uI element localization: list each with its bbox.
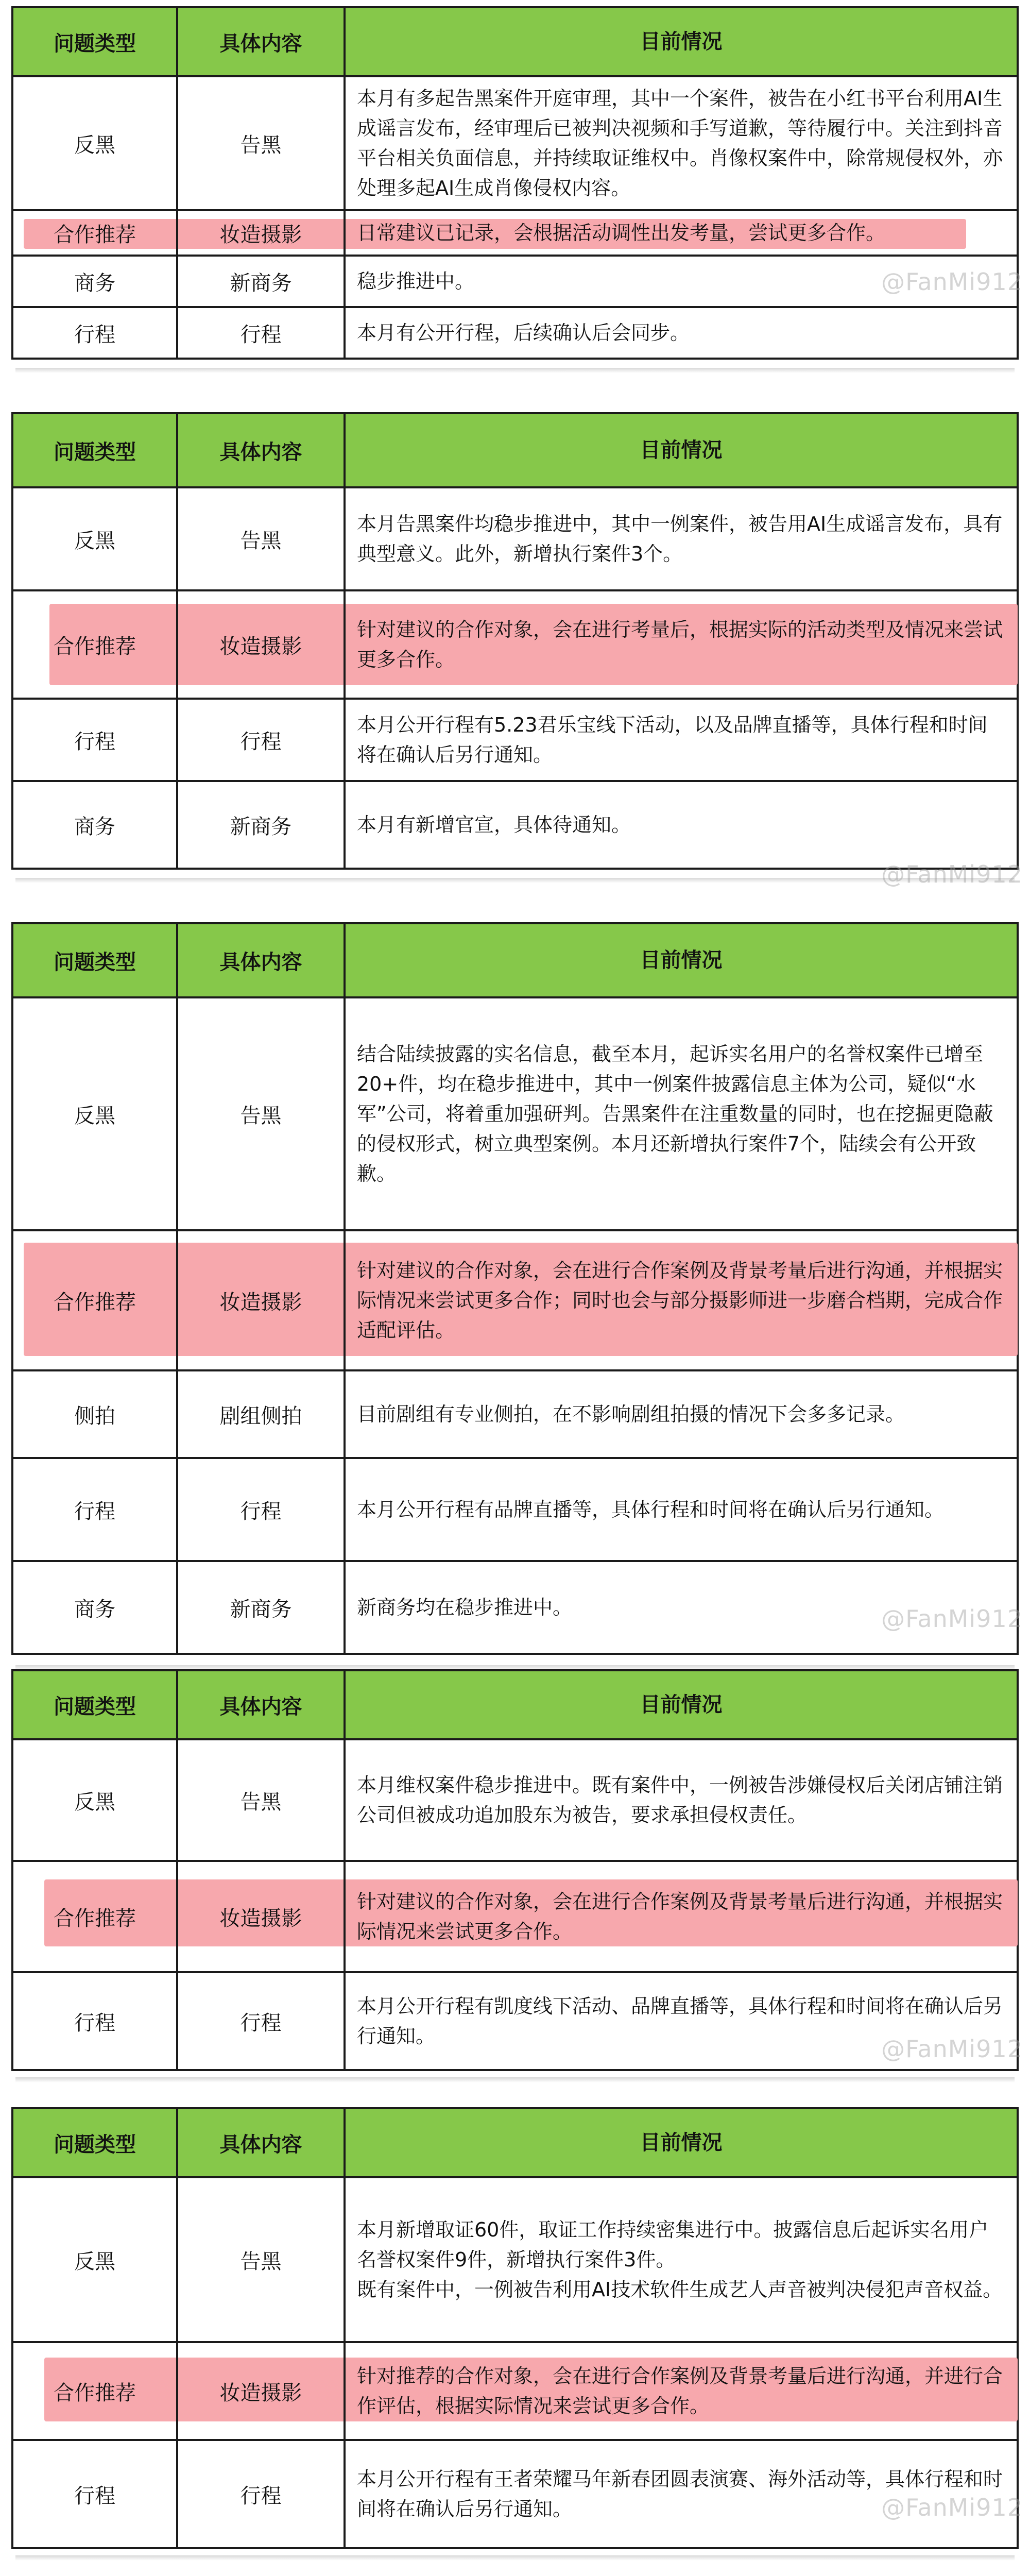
issue-type-cell: 行程 [13, 1973, 178, 2069]
status-table [11, 6, 1019, 360]
issue-type-cell: 合作推荐 [13, 1231, 178, 1369]
header-content: 具体内容 [178, 924, 346, 996]
status-text: 本月有多起告黑案件开庭审理，其中一个案件，被告在小红书平台利用AI生成谣言发布，经审理后已被判决视频和手写道歉，等待履行中。关注到抖音平台相关负面信息，并持续取证维权中。肖像权案件中，除常规侵权外，亦处理多起AI生成肖像侵权内容。 [357, 87, 1003, 199]
status-cell [346, 2343, 1017, 2439]
table-shadow [15, 368, 1015, 373]
content-cell: 新商务 [178, 1562, 346, 1653]
issue-type-cell: 行程 [13, 700, 178, 780]
content-cell: 剧组侧拍 [178, 1371, 346, 1457]
content-cell: 妆造摄影 [178, 2343, 346, 2439]
content-cell: 告黑 [178, 998, 346, 1229]
issue-type-cell: 侧拍 [13, 1371, 178, 1457]
header-content: 具体内容 [178, 1671, 346, 1738]
table-row [13, 2176, 1017, 2341]
status-text: 稳步推进中。 [357, 270, 475, 293]
header-issue-type: 问题类型 [13, 8, 178, 75]
table-row [13, 1457, 1017, 1560]
table-row [13, 1738, 1017, 1860]
table-header-row [13, 1671, 1017, 1738]
status-text: 本月告黑案件均稳步推进中，其中一例案件，被告用AI生成谣言发布，具有典型意义。此外，新增执行案件3个。 [357, 513, 1003, 565]
issue-type-cell: 反黑 [13, 488, 178, 589]
status-cell [346, 308, 1017, 358]
issue-type-cell: 行程 [13, 1459, 178, 1560]
table-shadow [15, 878, 1015, 883]
status-text: 本月有公开行程，后续确认后会同步。 [357, 321, 690, 344]
table-row [13, 589, 1017, 698]
status-text: 本月公开行程有凯度线下活动、品牌直播等，具体行程和时间将在确认后另行通知。 [357, 1995, 1003, 2047]
status-cell [346, 2178, 1017, 2341]
content-cell: 告黑 [178, 488, 346, 589]
content-cell: 告黑 [178, 2178, 346, 2341]
content-cell: 妆造摄影 [178, 591, 346, 698]
status-table [11, 922, 1019, 1655]
content-cell: 新商务 [178, 257, 346, 306]
status-cell [346, 1459, 1017, 1560]
table-header-row [13, 2109, 1017, 2176]
content-cell: 妆造摄影 [178, 1231, 346, 1369]
table-row [13, 996, 1017, 1229]
issue-type-cell: 合作推荐 [13, 591, 178, 698]
status-cell [346, 488, 1017, 589]
header-status: 目前情况 [640, 438, 723, 462]
issue-type-cell: 合作推荐 [13, 1862, 178, 1971]
issue-type-cell: 合作推荐 [13, 211, 178, 255]
status-text: 新商务均在稳步推进中。 [357, 1596, 573, 1619]
watermark: @FanMi912 [881, 1605, 1023, 1633]
status-text: 本月维权案件稳步推进中。既有案件中，一例被告涉嫌侵权后关闭店铺注销公司但被成功追加股东为被告，要求承担侵权责任。 [357, 1774, 1003, 1826]
status-text: 针对推荐的合作对象，会在进行合作案例及背景考量后进行沟通，并进行合作评估，根据实际情况来尝试更多合作。 [357, 2365, 1003, 2417]
watermark: @FanMi912 [881, 2494, 1023, 2521]
watermark: @FanMi912 [881, 860, 1023, 888]
status-cell [346, 1371, 1017, 1457]
issue-type-cell: 行程 [13, 308, 178, 358]
status-cell [346, 1862, 1017, 1971]
status-cell [346, 1740, 1017, 1860]
table-row [13, 255, 1017, 306]
table-row [13, 698, 1017, 780]
content-cell: 告黑 [178, 1740, 346, 1860]
table-row [13, 780, 1017, 868]
status-cell [346, 1231, 1017, 1369]
status-cell [346, 782, 1017, 868]
content-cell: 行程 [178, 1459, 346, 1560]
status-table [11, 2107, 1019, 2549]
content-cell: 行程 [178, 700, 346, 780]
table-header-row [13, 8, 1017, 75]
table-header-row [13, 414, 1017, 486]
status-text: 本月公开行程有品牌直播等，具体行程和时间将在确认后另行通知。 [357, 1498, 945, 1521]
header-issue-type: 问题类型 [13, 2109, 178, 2176]
status-text: 针对建议的合作对象，会在进行合作案例及背景考量后进行沟通，并根据实际情况来尝试更多合作。 [357, 1890, 1003, 1943]
watermark: @FanMi912 [881, 2035, 1023, 2063]
issue-type-cell: 反黑 [13, 998, 178, 1229]
content-cell: 告黑 [178, 77, 346, 209]
status-text: 目前剧组有专业侧拍，在不影响剧组拍摄的情况下会多多记录。 [357, 1403, 905, 1426]
status-cell [346, 211, 1017, 255]
issue-type-cell: 商务 [13, 782, 178, 868]
content-cell: 妆造摄影 [178, 1862, 346, 1971]
content-cell: 行程 [178, 1973, 346, 2069]
status-text: 本月新增取证60件，取证工作持续密集进行中。披露信息后起诉实名用户名誉权案件9件，新增执行案件3件。 既有案件中，一例被告利用AI技术软件生成艺人声音被判决侵犯声音权益。 [357, 2218, 1003, 2301]
status-text: 结合陆续披露的实名信息，截至本月，起诉实名用户的名誉权案件已增至20+件，均在稳步推进中，其中一例案件披露信息主体为公司，疑似“水军”公司，将着重加强研判。告黑案件在注重数量的同时，也在挖掘更隐蔽的侵权形式，树立典型案例。本月还新增执行案件7个，陆续会有公开致歉。 [357, 1043, 993, 1185]
status-text: 本月公开行程有5.23君乐宝线下活动，以及品牌直播等，具体行程和时间将在确认后另行通知。 [357, 714, 988, 766]
content-cell: 行程 [178, 2441, 346, 2547]
status-cell [346, 998, 1017, 1229]
issue-type-cell: 反黑 [13, 2178, 178, 2341]
header-status: 目前情况 [640, 2131, 723, 2155]
header-issue-type: 问题类型 [13, 1671, 178, 1738]
status-table [11, 412, 1019, 870]
status-cell [346, 591, 1017, 698]
header-content: 具体内容 [178, 2109, 346, 2176]
table-row [13, 306, 1017, 358]
status-text: 日常建议已记录，会根据活动调性出发考量，尝试更多合作。 [357, 222, 886, 244]
table-row [13, 1369, 1017, 1457]
content-cell: 新商务 [178, 782, 346, 868]
issue-type-cell: 商务 [13, 1562, 178, 1653]
status-cell [346, 77, 1017, 209]
table-shadow [15, 2555, 1015, 2561]
table-row [13, 1229, 1017, 1369]
issue-type-cell: 反黑 [13, 77, 178, 209]
status-text: 针对建议的合作对象，会在进行合作案例及背景考量后进行沟通，并根据实际情况来尝试更多合作；同时也会与部分摄影师进一步磨合档期，完成合作适配评估。 [357, 1259, 1003, 1342]
content-cell: 妆造摄影 [178, 211, 346, 255]
watermark: @FanMi912 [881, 268, 1023, 296]
table-row [13, 1860, 1017, 1971]
table-row [13, 2341, 1017, 2439]
status-text: 针对建议的合作对象，会在进行考量后，根据实际的活动类型及情况来尝试更多合作。 [357, 618, 1003, 671]
header-status: 目前情况 [640, 948, 723, 972]
status-text: 本月公开行程有王者荣耀马年新春团圆表演赛、海外活动等，具体行程和时间将在确认后另行通知。 [357, 2468, 1003, 2520]
content-cell: 行程 [178, 308, 346, 358]
table-row [13, 1971, 1017, 2069]
table-row [13, 209, 1017, 255]
header-content: 具体内容 [178, 414, 346, 486]
issue-type-cell: 合作推荐 [13, 2343, 178, 2439]
table-shadow [15, 2077, 1015, 2082]
status-table [11, 1669, 1019, 2071]
header-content: 具体内容 [178, 8, 346, 75]
header-issue-type: 问题类型 [13, 414, 178, 486]
status-text: 本月有新增官宣，具体待通知。 [357, 814, 631, 836]
header-status: 目前情况 [640, 30, 723, 54]
header-status: 目前情况 [640, 1693, 723, 1717]
table-row [13, 2439, 1017, 2547]
table-row [13, 1560, 1017, 1653]
table-row [13, 75, 1017, 209]
header-issue-type: 问题类型 [13, 924, 178, 996]
issue-type-cell: 反黑 [13, 1740, 178, 1860]
table-row [13, 486, 1017, 589]
table-header-row [13, 924, 1017, 996]
status-cell [346, 700, 1017, 780]
issue-type-cell: 行程 [13, 2441, 178, 2547]
issue-type-cell: 商务 [13, 257, 178, 306]
